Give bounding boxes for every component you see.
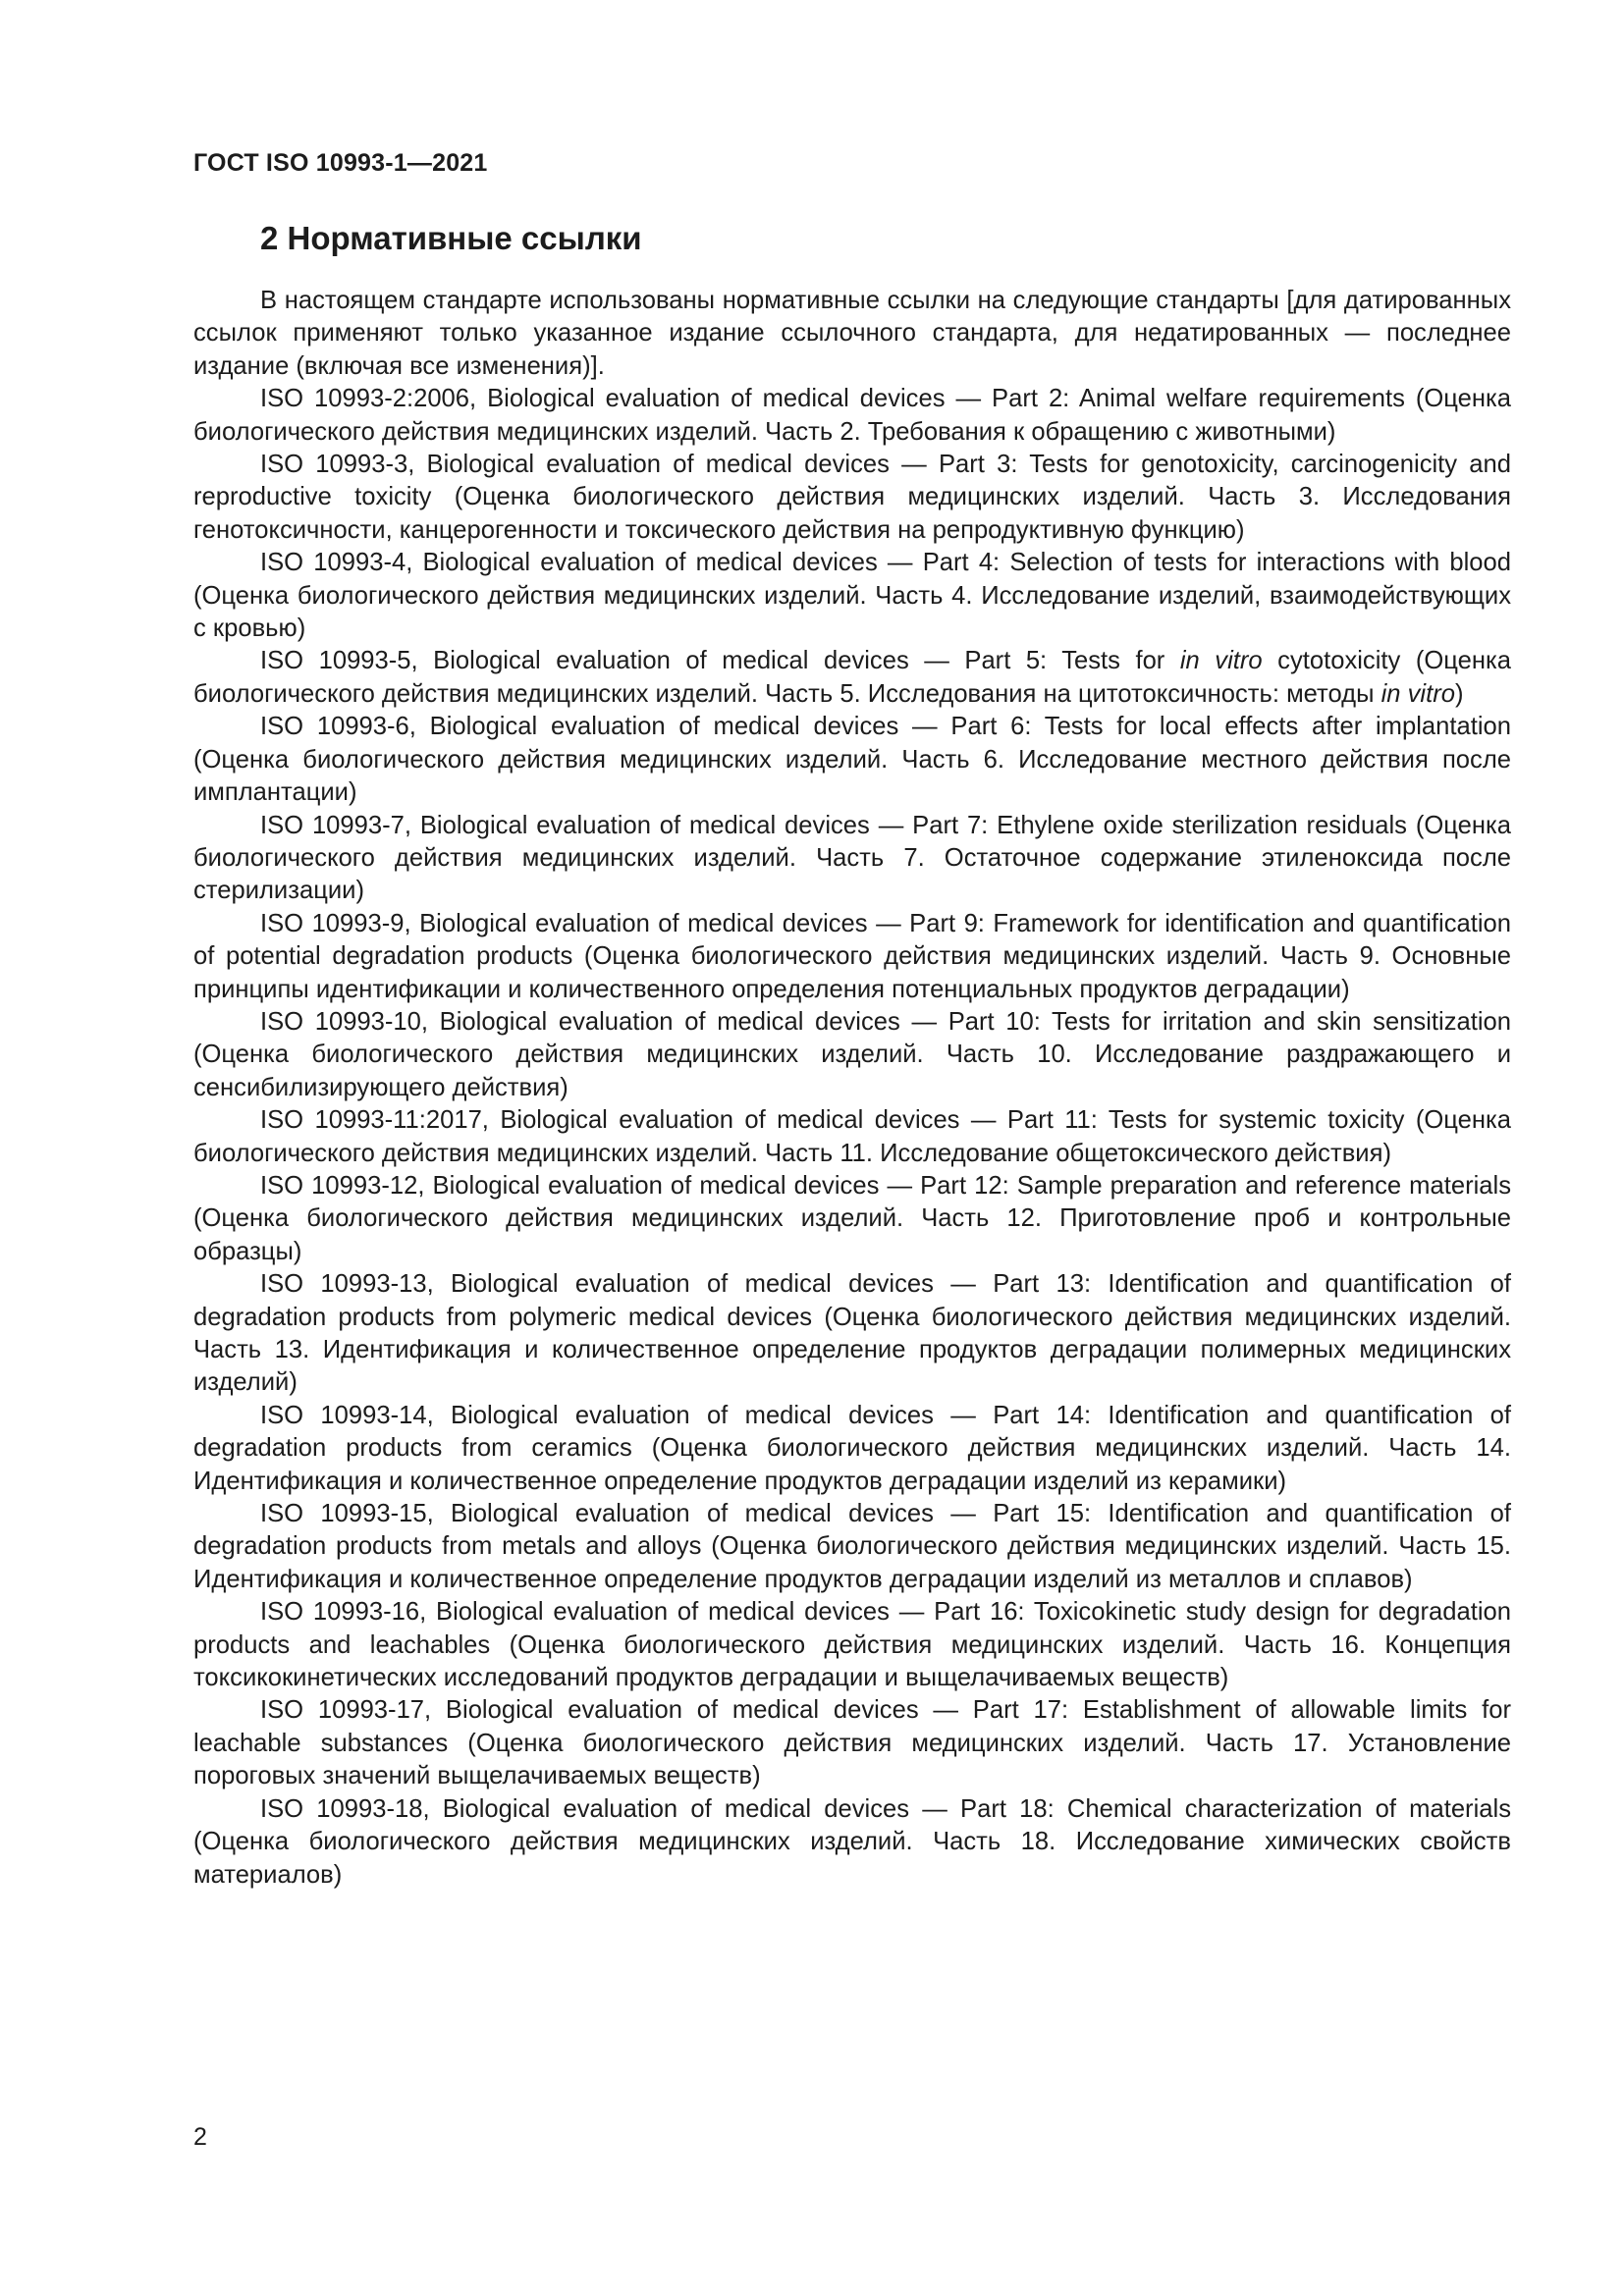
intro-paragraph: В настоящем стандарте использованы нормативные ссылки на следующие стандарты [для датированных ссылок применяют только указанное издание ссылочного стандарта, для недатированных — последнее издание (включая все изменения)]. <box>193 287 1511 380</box>
reference-iso-10993-7: ISO 10993-7, Biological evaluation of medical devices — Part 7: Ethylene oxide sterilization residuals (Оценка биологического действия медицинских изделий. Часть 7. Остаточное содержание этиленоксида после стерилизации) <box>193 811 1511 905</box>
reference-iso-10993-10: ISO 10993-10, Biological evaluation of medical devices — Part 10: Tests for irritation and skin sensitization (Оценка биологического действия медицинских изделий. Часть 10. Исследование раздражающего и сенсибилизирующего действия) <box>193 1007 1511 1101</box>
ref5-italic-in-vitro-1: in vitro <box>1179 647 1263 675</box>
reference-iso-10993-11: ISO 10993-11:2017, Biological evaluation of medical devices — Part 11: Tests for systemic toxicity (Оценка биологического действия медицинских изделий. Часть 11. Исследование общетоксического действия) <box>193 1106 1511 1167</box>
reference-iso-10993-5 <box>193 645 1511 711</box>
reference-iso-10993-13: ISO 10993-13, Biological evaluation of medical devices — Part 13: Identification and quantification of degradation products from polymeric medical devices (Оценка биологического действия медицинских изделий. Часть 13. Идентификация и количественное определение продуктов деградации полимерных медицинских изделий) <box>193 1270 1511 1397</box>
document-code-header: ГОСТ ISO 10993-1—2021 <box>193 149 488 177</box>
reference-iso-10993-9: ISO 10993-9, Biological evaluation of medical devices — Part 9: Framework for identification and quantification of potential degradation products (Оценка биологического действия медицинских изделий. Часть 9. Основные принципы идентификации и количественного определения потенциальных продуктов деградации) <box>193 909 1511 1003</box>
ref5-text-pre: ISO 10993-5, Biological evaluation of medical devices — Part 5: Tests for <box>260 647 1180 675</box>
reference-iso-10993-16: ISO 10993-16, Biological evaluation of medical devices — Part 16: Toxicokinetic study design for degradation products and leachables (Оценка биологического действия медицинских изделий. Часть 16. Концепция токсикокинетических исследований продуктов деградации и выщелачиваемых веществ) <box>193 1598 1511 1692</box>
reference-iso-10993-4: ISO 10993-4, Biological evaluation of medical devices — Part 4: Selection of tests for interactions with blood (Оценка биологического действия медицинских изделий. Часть 4. Исследование изделий, взаимодействующих с кровью) <box>193 549 1511 643</box>
reference-iso-10993-18: ISO 10993-18, Biological evaluation of medical devices — Part 18: Chemical characterization of materials (Оценка биологического действия медицинских изделий. Часть 18. Исследование химических свойств материалов) <box>193 1794 1511 1889</box>
reference-iso-10993-2: ISO 10993-2:2006, Biological evaluation of medical devices — Part 2: Animal welfare requirements (Оценка биологического действия медицинских изделий. Часть 2. Требования к обращению с животными) <box>193 385 1511 446</box>
reference-iso-10993-6: ISO 10993-6, Biological evaluation of medical devices — Part 6: Tests for local effects after implantation (Оценка биологического действия медицинских изделий. Часть 6. Исследование местного действия после имплантации) <box>193 713 1511 807</box>
reference-iso-10993-14: ISO 10993-14, Biological evaluation of medical devices — Part 14: Identification and quantification of degradation products from ceramics (Оценка биологического действия медицинских изделий. Часть 14. Идентификация и количественное определение продуктов деградации изделий из керамики) <box>193 1401 1511 1495</box>
reference-iso-10993-12: ISO 10993-12, Biological evaluation of medical devices — Part 12: Sample preparation and reference materials (Оценка биологического действия медицинских изделий. Часть 12. Приготовление проб и контрольные образцы) <box>193 1171 1511 1265</box>
reference-iso-10993-15: ISO 10993-15, Biological evaluation of medical devices — Part 15: Identification and quantification of degradation products from metals and alloys (Оценка биологического действия медицинских изделий. Часть 15. Идентификация и количественное определение продуктов деградации изделий из металлов и сплавов) <box>193 1500 1511 1593</box>
page-number: 2 <box>193 2123 207 2151</box>
reference-iso-10993-3: ISO 10993-3, Biological evaluation of medical devices — Part 3: Tests for genotoxicity, carcinogenicity and reproductive toxicity (Оценка биологического действия медицинских изделий. Часть 3. Исследования генотоксичности, канцерогенности и токсического действия на репродуктивную функцию) <box>193 451 1511 544</box>
section-title: 2 Нормативные ссылки <box>260 220 642 256</box>
ref5-italic-in-vitro-2: in vitro <box>1380 679 1455 708</box>
normative-references-body <box>193 285 1511 1892</box>
ref5-text-mid: cytotoxicity (Оценка биологического действия медицинских изделий. Часть 5. Исследования на цитотоксичность: методы <box>193 647 1512 708</box>
ref5-text-post: ) <box>1454 679 1464 708</box>
reference-iso-10993-17: ISO 10993-17, Biological evaluation of medical devices — Part 17: Establishment of allowable limits for leachable substances (Оценка биологического действия медицинских изделий. Часть 17. Установление пороговых значений выщелачиваемых веществ) <box>193 1696 1511 1790</box>
